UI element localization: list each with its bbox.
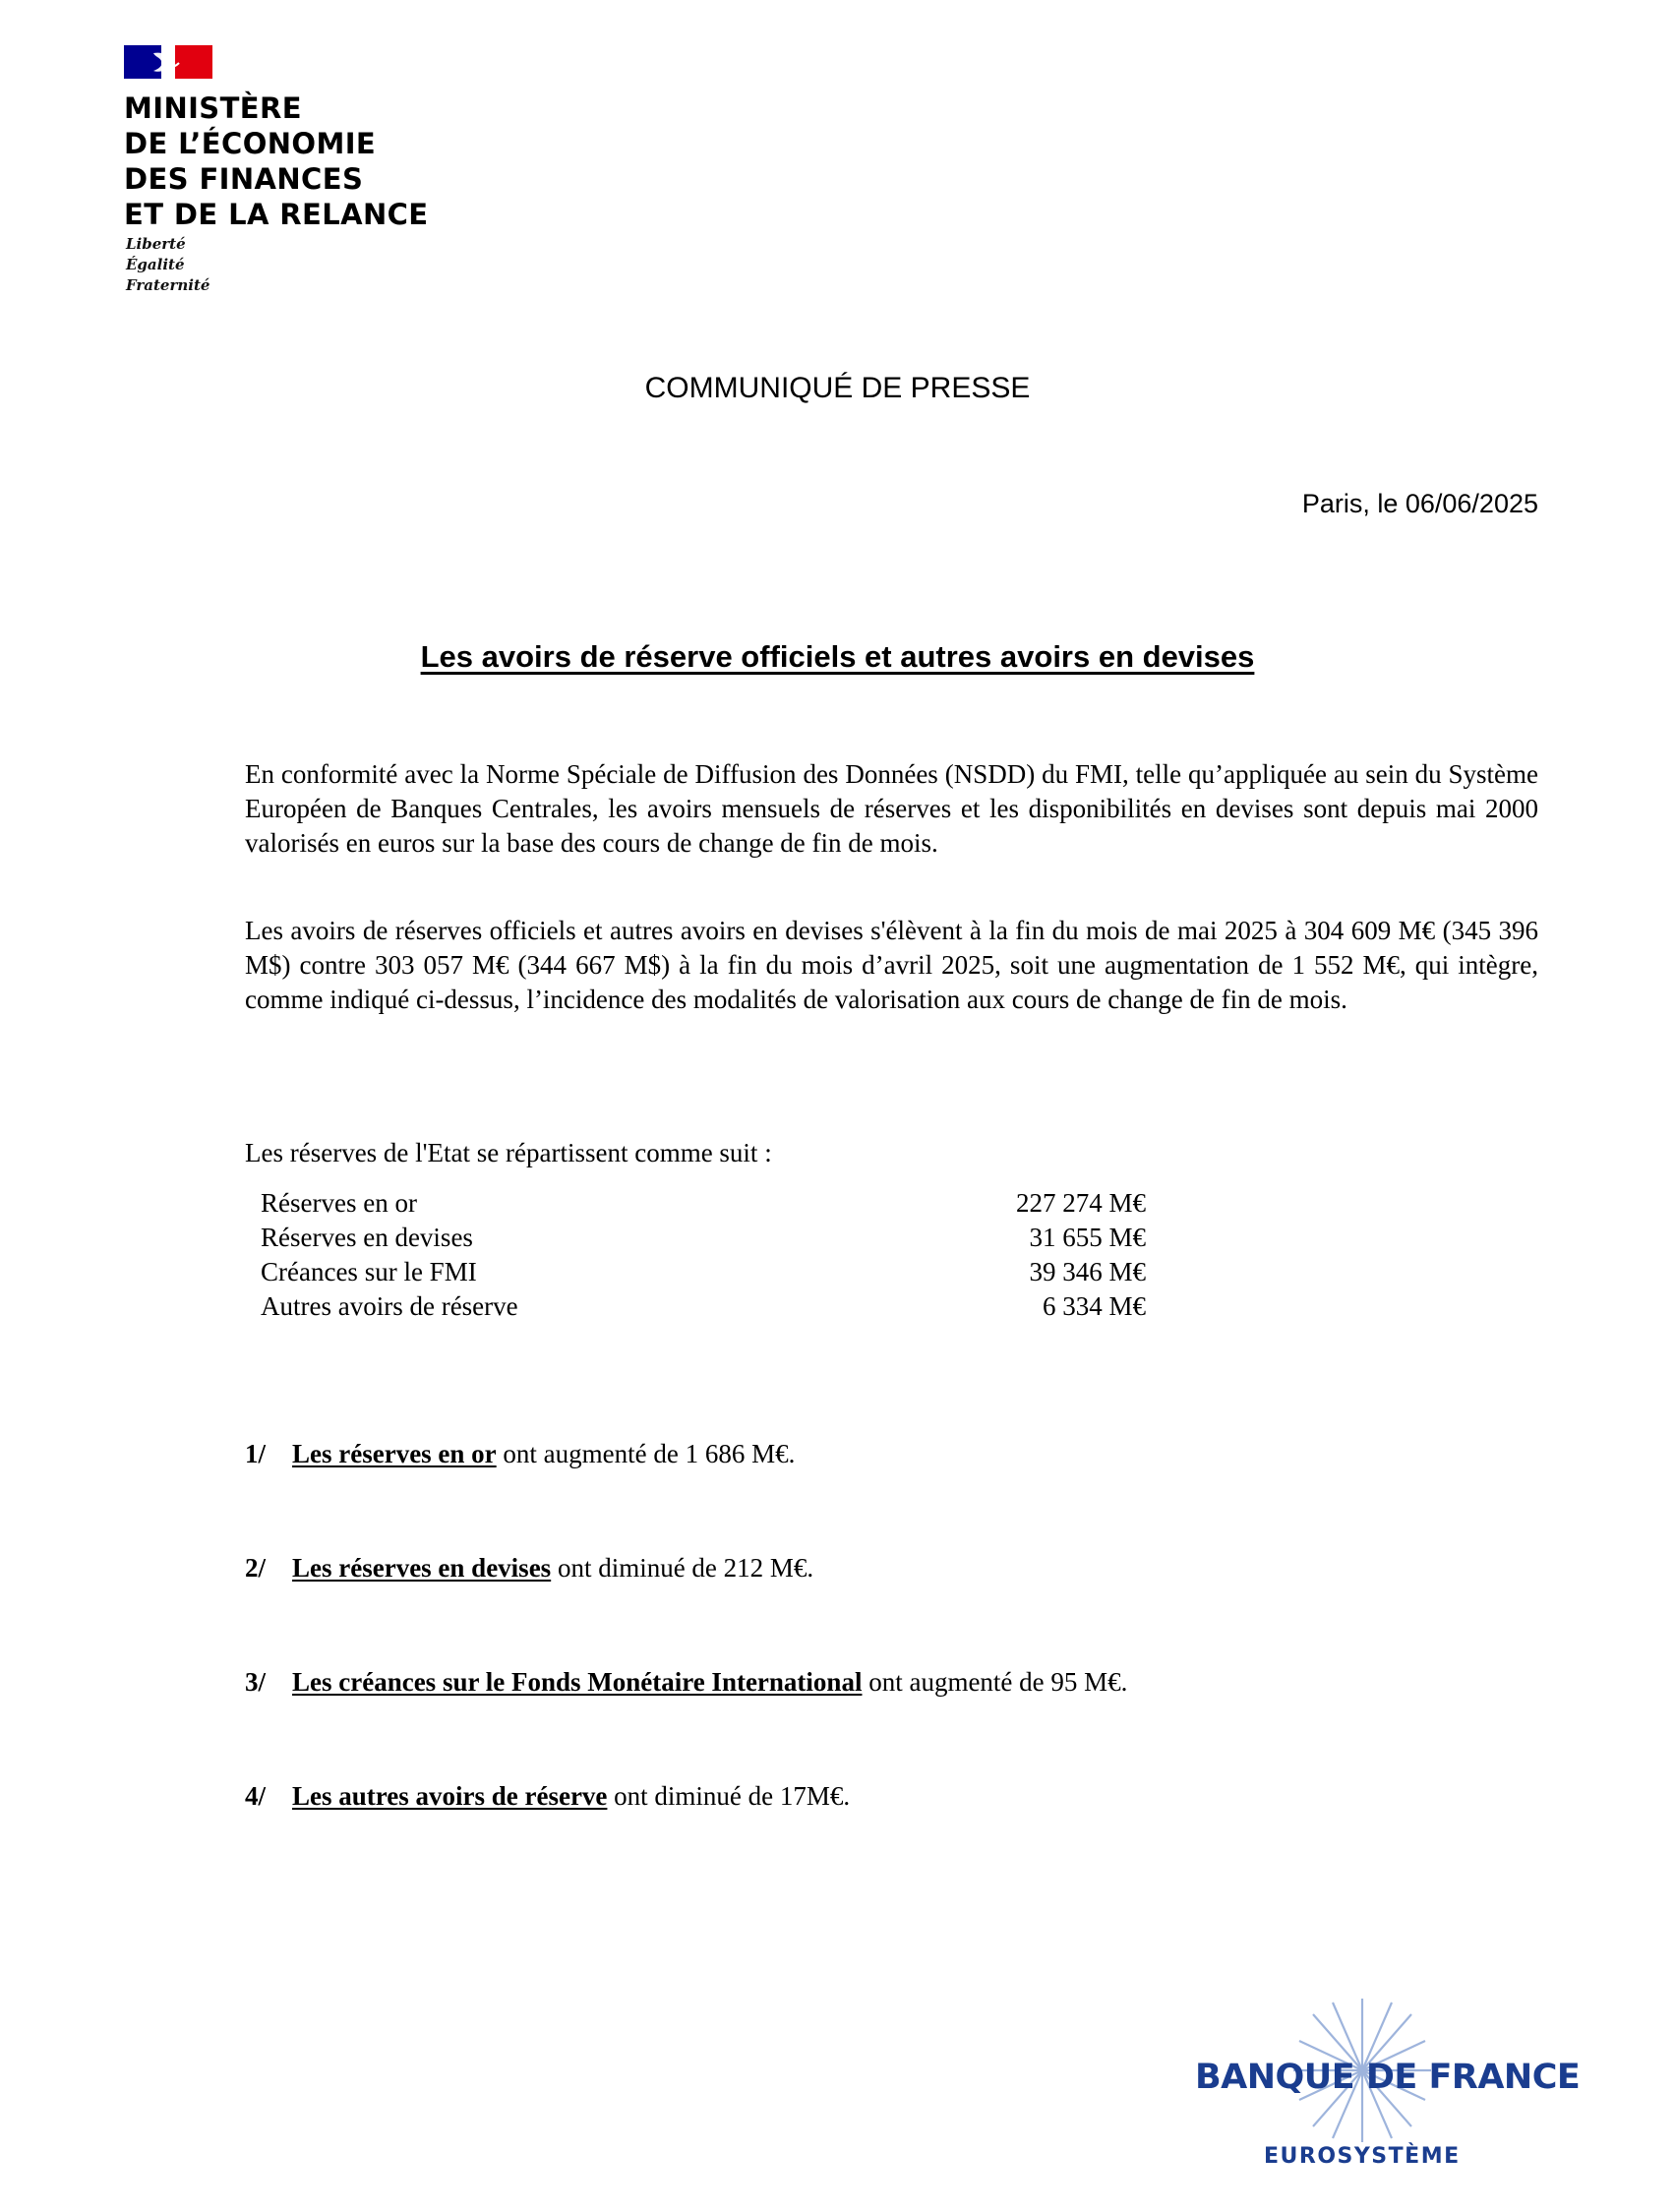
list-item	[245, 1439, 795, 1469]
list-item	[245, 1553, 813, 1584]
item-lead: Les autres avoirs de réserve	[292, 1781, 608, 1811]
item-number: 4/	[245, 1781, 267, 1811]
table-row	[261, 1221, 1146, 1255]
item-text: ont diminué de 212 M€.	[551, 1553, 814, 1583]
bdf-subtitle: EUROSYSTÈME	[1264, 2144, 1461, 2169]
table-row	[261, 1255, 1146, 1289]
row-label: Réserves en or	[261, 1188, 417, 1218]
row-label: Réserves en devises	[261, 1223, 473, 1252]
row-label: Créances sur le FMI	[261, 1257, 477, 1286]
row-value: 31 655 M€	[1029, 1223, 1146, 1252]
row-value: 6 334 M€	[1042, 1291, 1146, 1321]
item-lead: Les réserves en or	[292, 1439, 497, 1468]
motto-line: Fraternité	[126, 276, 210, 294]
motto-line: Égalité	[126, 256, 185, 273]
ministry-line: MINISTÈRE	[124, 91, 302, 125]
table-row	[261, 1186, 1146, 1221]
item-text: ont diminué de 17M€.	[607, 1781, 851, 1811]
item-number: 3/	[245, 1667, 267, 1697]
document-title: Les avoirs de réserve officiels et autres avoirs en devises	[420, 639, 1255, 674]
bdf-name: BANQUE DE FRANCE	[1195, 2058, 1581, 2097]
ministry-line: DE L’ÉCONOMIE	[124, 127, 377, 160]
ministry-name	[124, 90, 429, 232]
list-item	[245, 1781, 850, 1812]
item-text: ont augmenté de 1 686 M€.	[496, 1439, 796, 1468]
date-line: Paris, le 06/06/2025	[1301, 489, 1538, 518]
row-value: 227 274 M€	[1015, 1188, 1146, 1218]
marianne-flag-icon	[124, 45, 212, 79]
reserves-breakdown-table	[261, 1186, 1146, 1324]
motto-line: Liberté	[126, 235, 186, 253]
banque-de-france-logo	[1195, 1997, 1581, 2193]
ministry-line: ET DE LA RELANCE	[124, 198, 429, 231]
item-text: ont augmenté de 95 M€.	[862, 1667, 1128, 1697]
table-row	[261, 1289, 1146, 1324]
republic-motto	[126, 234, 209, 296]
paragraph: Les avoirs de réserves officiels et autres avoirs en devises s'élèvent à la fin du mois de mai 2025 à 304 609 M€ (345 396 M$) contre 303 057 M€ (344 667 M$) à la fin du mois d’avril 2025, soit une augmentation de 1 552 M€, qui intègre, comme indiqué ci-dessus, l’incidence des modalités de valorisation aux cours de change de fin de mois.	[245, 916, 1538, 1014]
item-number: 2/	[245, 1553, 267, 1583]
ministry-line: DES FINANCES	[124, 162, 364, 196]
breakdown-intro: Les réserves de l'Etat se répartissent comme suit :	[245, 1138, 772, 1167]
paragraph: En conformité avec la Norme Spéciale de Diffusion des Données (NSDD) du FMI, telle qu’appliquée au sein du Système Européen de Banques Centrales, les avoirs mensuels de réserves et les disponibilités en devises sont depuis mai 2000 valorisés en euros sur la base des cours de change de fin de mois.	[245, 759, 1538, 858]
item-number: 1/	[245, 1439, 267, 1468]
item-lead: Les créances sur le Fonds Monétaire International	[292, 1667, 863, 1697]
row-value: 39 346 M€	[1029, 1257, 1146, 1286]
list-item	[245, 1667, 1127, 1698]
press-release-label: COMMUNIQUÉ DE PRESSE	[644, 372, 1031, 404]
item-lead: Les réserves en devises	[292, 1553, 552, 1583]
row-label: Autres avoirs de réserve	[261, 1291, 518, 1321]
